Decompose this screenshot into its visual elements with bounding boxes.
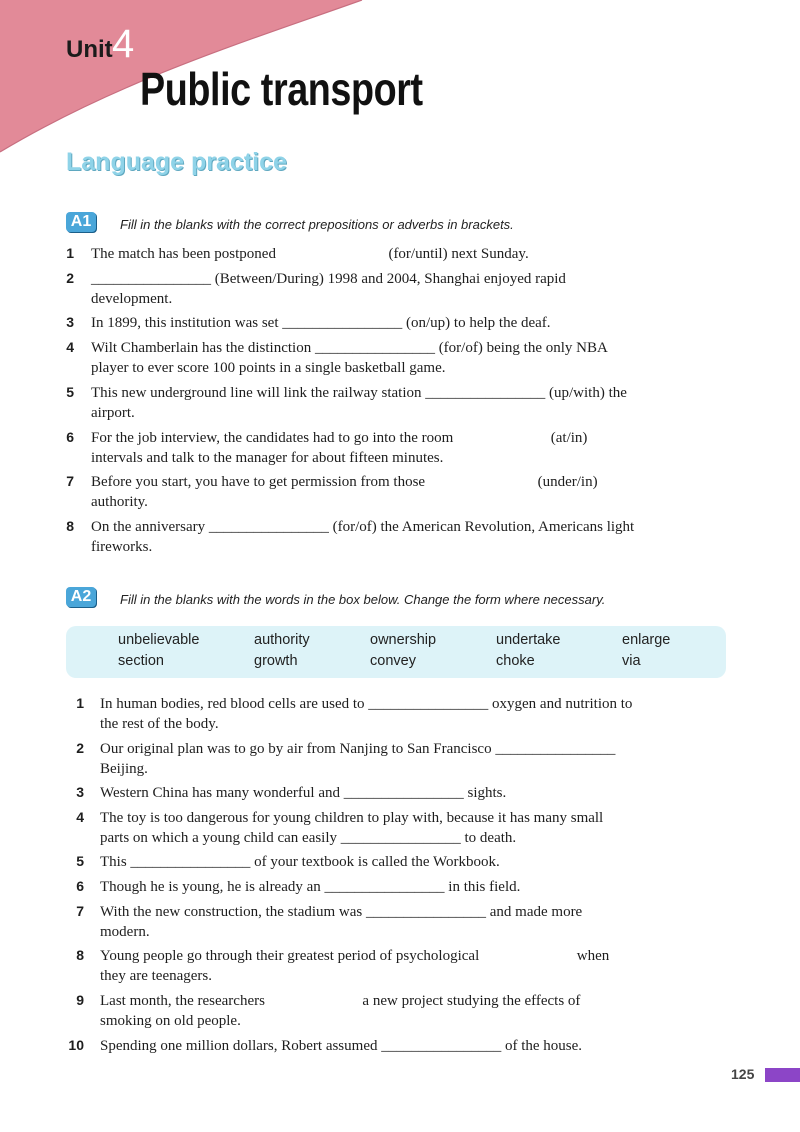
word-box-word: section <box>118 653 164 669</box>
a2-item-number: 6 <box>76 878 84 894</box>
a1-item-number: 3 <box>66 314 74 330</box>
a2-item-number: 4 <box>76 809 84 825</box>
word-box <box>66 626 726 678</box>
a1-item-text: Before you start, you have to get permission from those (under/in) <box>91 474 598 490</box>
a1-item-text: intervals and talk to the manager for about fifteen minutes. <box>91 450 444 466</box>
a1-item-text: player to ever score 100 points in a single basketball game. <box>91 360 446 376</box>
a2-item-number: 3 <box>76 784 84 800</box>
a1-item-number: 4 <box>66 339 74 355</box>
word-box-word: enlarge <box>622 632 671 648</box>
a1-item-text: On the anniversary ________________ (for/of) the American Revolution, Americans light <box>91 519 635 535</box>
a1-item-number: 8 <box>66 518 74 534</box>
a1-item-text: development. <box>91 291 173 307</box>
page-number-bar <box>765 1068 800 1082</box>
a2-item-number: 1 <box>76 695 84 711</box>
unit-number: 4 <box>112 22 135 66</box>
a2-item-number: 2 <box>76 740 84 756</box>
a2-item-number: 7 <box>76 903 84 919</box>
a2-item-text: Beijing. <box>100 761 148 777</box>
a1-item-number: 2 <box>66 270 74 286</box>
a1-item-number: 6 <box>66 429 74 445</box>
a2-item-number: 8 <box>76 947 84 963</box>
word-box-word: growth <box>254 653 298 669</box>
a1-item-number: 1 <box>66 245 74 261</box>
a1-item-text: airport. <box>91 405 135 421</box>
a1-item-text: Wilt Chamberlain has the distinction ________________ (for/of) being the only NBA <box>91 340 608 356</box>
a2-item-text: In human bodies, red blood cells are used to ________________ oxygen and nutrition to <box>100 696 633 712</box>
a2-item-text: The toy is too dangerous for young children to play with, because it has many small <box>100 810 604 826</box>
word-box-word: via <box>622 653 641 669</box>
a2-item-text: With the new construction, the stadium was ________________ and made more <box>100 904 583 920</box>
word-box-word: undertake <box>496 632 561 648</box>
a1-item-text: This new underground line will link the railway station ________________ (up/with) the <box>91 385 627 401</box>
a2-item-number: 5 <box>76 853 84 869</box>
word-box-word: choke <box>496 653 535 669</box>
a2-item-text: Western China has many wonderful and ________________ sights. <box>100 785 507 801</box>
a2-item-text: Young people go through their greatest period of psychological when <box>100 948 610 964</box>
word-box-word: authority <box>254 632 310 648</box>
word-box-word: unbelievable <box>118 632 200 648</box>
exercise-a1-label: A1 <box>66 212 96 232</box>
a2-item-number: 9 <box>76 992 84 1008</box>
a2-item-text: parts on which a young child can easily ________________ to death. <box>100 830 517 846</box>
a1-item-text: For the job interview, the candidates had to go into the room (at/in) <box>91 430 588 446</box>
unit-label: Unit <box>66 36 113 63</box>
a1-item-number: 5 <box>66 384 74 400</box>
a2-item-text: they are teenagers. <box>100 968 213 984</box>
exercise-a1-instruction: Fill in the blanks with the correct prepositions or adverbs in brackets. <box>120 217 514 232</box>
a2-item-text: the rest of the body. <box>100 716 219 732</box>
a2-item-text: This ________________ of your textbook is called the Workbook. <box>100 854 500 870</box>
page-number: 125 <box>731 1066 755 1082</box>
a2-item-text: Spending one million dollars, Robert assumed ________________ of the house. <box>100 1038 583 1054</box>
a2-item-text: Though he is young, he is already an ________________ in this field. <box>100 879 521 895</box>
a1-item-text: fireworks. <box>91 539 153 555</box>
word-box-word: ownership <box>370 632 437 648</box>
a1-item-text: The match has been postponed (for/until) next Sunday. <box>91 246 529 262</box>
section-title: Language practice <box>66 148 287 176</box>
a2-item-text: Last month, the researchers a new project studying the effects of <box>100 993 581 1009</box>
a2-item-text: smoking on old people. <box>100 1013 241 1029</box>
a1-item-text: authority. <box>91 494 148 510</box>
page-title: Public transport <box>140 63 423 115</box>
word-box-word: convey <box>370 653 416 669</box>
a1-item-number: 7 <box>66 473 74 489</box>
exercise-a2-instruction: Fill in the blanks with the words in the box below. Change the form where necessary. <box>120 592 606 607</box>
a1-item-text: ________________ (Between/During) 1998 and 2004, Shanghai enjoyed rapid <box>91 271 566 287</box>
a1-item-text: In 1899, this institution was set ________________ (on/up) to help the deaf. <box>91 315 551 331</box>
a2-item-text: modern. <box>100 924 150 940</box>
a2-item-text: Our original plan was to go by air from Nanjing to San Francisco ________________ <box>100 741 616 757</box>
exercise-a2-label: A2 <box>66 587 96 607</box>
a2-item-number: 10 <box>68 1037 84 1053</box>
